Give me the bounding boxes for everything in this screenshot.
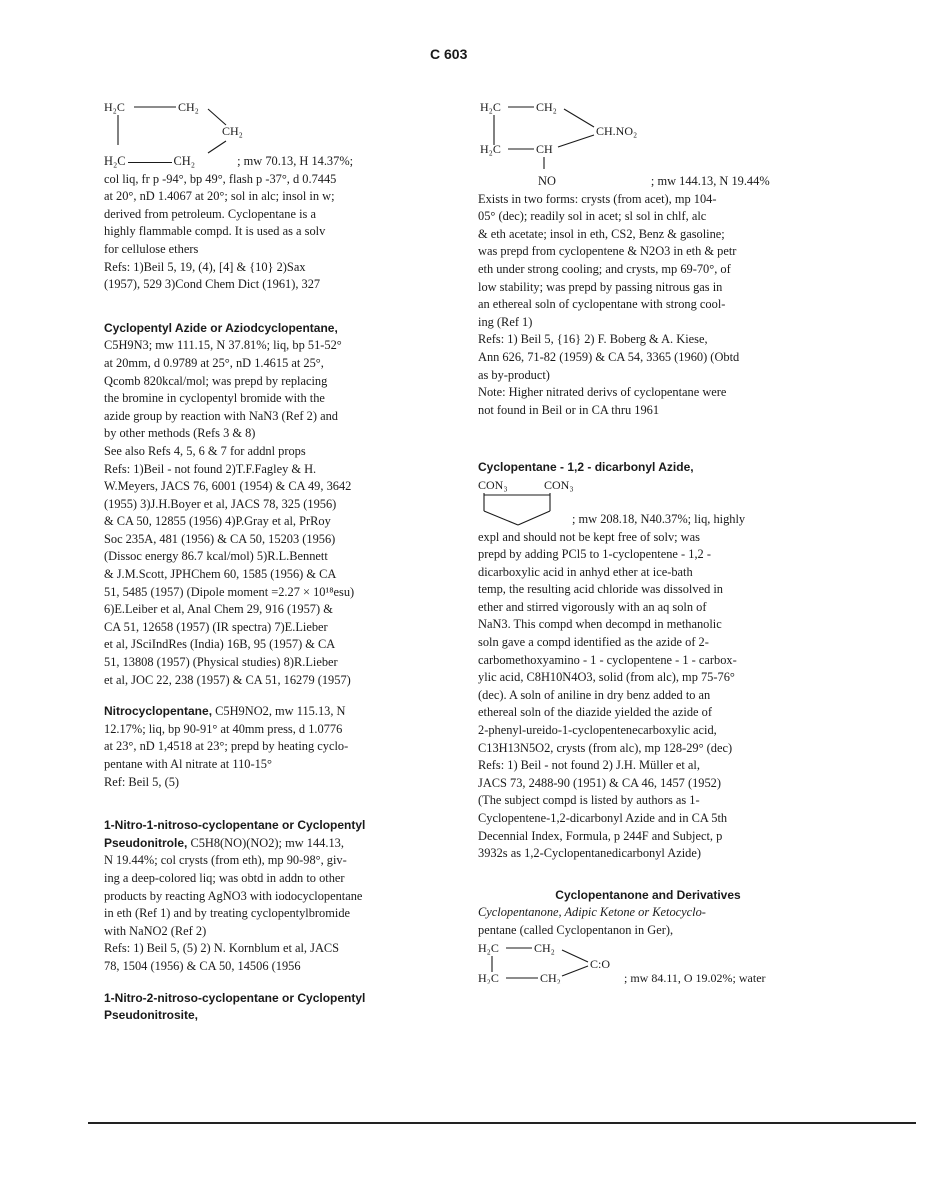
text-line: JACS 73, 2488-90 (1951) & CA 46, 1457 (1952) [478,775,721,790]
struct-atom: C:O [590,956,611,971]
text-line: temp, the resulting acid chloride was dissolved in [478,582,724,597]
struct-bottom-row [104,153,459,171]
text-line: Refs: 1) Beil 5, (5) 2) N. Kornblum et al, JACS [104,941,340,956]
entry-heading: Pseudonitrole, [104,835,188,850]
bond-line [558,135,594,147]
text-line: Cyclopentene-1,2-dicarbonyl Azide and in CA 5th [478,811,728,825]
text-line: (The subject compd is listed by authors as 1- [478,793,700,808]
text-line: at 20°, nD 1.4067 at 20°; sol in alc; insol in w; [104,189,335,204]
text-line: & CA 50, 12855 (1956) 4)P.Gray et al, PrRoy [104,514,331,529]
text-line: 78, 1504 (1956) & CA 50, 14506 (1956 [104,958,301,973]
section-heading: Cyclopentanone and Derivatives [555,887,741,902]
struct-atom: CH₂ [222,124,243,138]
text-line: et al, JOC 22, 238 (1957) & CA 51, 16279 (1957) [104,672,351,687]
text-line: low stability; was prepd by passing nitrous gas in [478,279,723,294]
text-line: (dec). A soln of aniline in dry benz added to an [478,687,711,702]
struct-atom: CH₂ [173,154,196,168]
text-line: ethereal soln of the diazide yielded the azide of [478,705,712,720]
text-line: Qcomb 820kcal/mol; was prepd by replacing [104,373,328,388]
text-line: 51, 5485 (1957) (Dipole moment =2.27 × 10¹⁸esu) [104,584,355,599]
struct-atom: CON₃ [544,477,574,492]
entry-heading: 1-Nitro-2-nitroso-cyclopentane or Cyclopentyl [104,990,366,1005]
struct-atom: CH [536,142,553,156]
bond-line [562,966,588,976]
text-line: 3932s as 1,2-Cyclopentanedicarbonyl Azide) [478,846,701,861]
text-line: the bromine in cyclopentyl bromide with the [104,391,325,406]
text-line: 12.17%; liq, bp 90-91° at 40mm press, d 1.0776 [104,721,343,736]
text-line: C5H8(NO)(NO2); mw 144.13, [190,835,344,850]
text-line: eth under strong cooling; and crysts, mp 69-70°, of [478,261,731,276]
struct-text-row [478,511,818,529]
struct-atom: H₂C [478,970,499,984]
text-line: C5H9NO2, mw 115.13, N [215,704,346,719]
text-line: in eth (Ref 1) and by treating cyclopentylbromide [104,906,351,921]
struct-atom: CH₂ [178,100,199,114]
text-line: ing a deep-colored liq; was obtd in addn to other [104,870,345,885]
text-line: et al, JSciIndRes (India) 16B, 95 (1957) & CA [104,637,336,652]
text-line: as by-product) [478,367,550,382]
text-line: highly flammable compd. It is used as a solv [104,224,326,239]
struct-atom: H₂C [478,940,499,955]
cyclopentanone-structure [478,940,818,984]
struct-atom: H₂C [480,142,501,156]
text-line: Refs: 1)Beil - not found 2)T.F.Fagley & H. [104,461,317,476]
text-line: (1955) 3)J.H.Boyer et al, JACS 78, 325 (1956) [104,496,337,511]
text-line: pentane (called Cyclopentanon in Ger), [478,922,674,937]
text-line: Exists in two forms: crysts (from acet), mp 104- [478,191,717,206]
struct-atom: H₂C [480,100,501,114]
text-line: at 20mm, d 0.9789 at 25°, nD 1.4615 at 25°, [104,355,324,370]
text-line: ether and stirred vigorously with an aq soln of [478,599,707,614]
text-line: carbomethoxyamino - 1 - cyclopentene - 1 - carbox- [478,652,737,667]
text-line: was prepd from cyclopentene & N2O3 in eth & petr [478,244,737,259]
entry-heading: 1-Nitro-1-nitroso-cyclopentane or Cyclopentyl [104,818,366,833]
text-line: at 23°, nD 1,4518 at 23°; prepd by heating cyclo- [104,739,349,754]
entry-heading: Cyclopentane - 1,2 - dicarbonyl Azide, [478,460,694,475]
struct-atom: H₂C [104,100,125,114]
text-line: (1957), 529 3)Cond Chem Dict (1961), 327 [104,277,321,292]
text-line: NaN3. This compd when decompd in methanolic [478,617,722,632]
text-line: Decennial Index, Formula, p 244F and Subject, p [478,828,723,843]
text-line: 2-phenyl-ureido-1-cyclopentenecarboxylic acid, [478,723,717,738]
struct-atom: CH₂ [536,100,557,114]
text-line: Refs: 1)Beil 5, 19, (4), [4] & {10} 2)Sax [104,259,306,274]
text-line: N 19.44%; col crysts (from eth), mp 90-98°, giv- [104,853,347,868]
bond-line [564,109,594,127]
text-line: Cyclopentanone, Adipic Ketone or Ketocyclo- [478,905,706,920]
footer-rule [88,1122,916,1124]
text-line: pentane with Al nitrate at 110-15° [104,757,272,771]
text-line: ; mw 84.11, O 19.02%; water [624,970,766,984]
text-line: derived from petroleum. Cyclopentane is a [104,206,316,221]
text-line: C5H9N3; mw 111.15, N 37.81%; liq, bp 51-52° [104,338,342,353]
text-line: ; mw 144.13, N 19.44% [650,174,770,188]
text-line: Refs: 1) Beil 5, {16} 2) F. Boberg & A. Kiese, [478,332,708,347]
text-line: dicarboxylic acid in anhyd ether at ice-bath [478,564,693,579]
text-line: Soc 235A, 481 (1956) & CA 50, 15203 (1956) [104,531,336,546]
text-line: ; mw 70.13, H 14.37%; [237,154,354,168]
entry-heading: Nitrocyclopentane, [104,704,213,719]
text-line: 51, 13808 (1957) (Physical studies) 8)R.Lieber [104,655,338,670]
bond-line [208,141,226,153]
text-line: ing (Ref 1) [478,314,533,329]
text-line: by other methods (Refs 3 & 8) [104,426,256,441]
text-line: not found in Beil or in CA thru 1961 [478,402,660,417]
bond-line [562,950,588,962]
text-line: soln gave a compd identified as the azide of 2- [478,635,709,650]
struct-atom: CH₂ [540,970,561,984]
text-line: C13H13N5O2, crysts (from alc), mp 128-29° (dec) [478,740,733,755]
text-line: ; mw 208.18, N40.37%; liq, highly [572,511,746,526]
text-line: W.Meyers, JACS 76, 6001 (1954) & CA 49, 3642 [104,479,352,494]
text-line: CA 51, 12658 (1957) (IR spectra) 7)E.Lieber [104,619,328,634]
text-line: expl and should not be kept free of solv; was [478,529,700,544]
struct-atom: NO [538,174,556,188]
text-line: Ref: Beil 5, (5) [104,774,180,789]
text-line: products by reacting AgNO3 with iodocyclopentane [104,888,363,903]
page-number: C 603 [430,46,468,62]
text-line: Ann 626, 71-82 (1959) & CA 54, 3365 (1960) (Obtd [478,349,740,364]
text-line: & eth acetate; insol in eth, CS2, Benz & gasoline; [478,226,725,241]
struct-atom: H₂C [104,154,126,168]
bond-line [128,162,172,163]
text-line: col liq, fr p -94°, bp 49°, flash p -37°, d 0.7445 [104,171,337,186]
text-line: Refs: 1) Beil - not found 2) J.H. Müller et al, [478,758,700,773]
nitrosite-structure [478,93,778,185]
text-line: 6)E.Leiber et al, Anal Chem 29, 916 (1957) & [104,602,333,617]
left-column [104,93,459,1025]
struct-atom: CON₃ [478,477,508,492]
text-line: (Dissoc energy 86.7 kcal/mol) 5)R.L.Bennett [104,549,328,564]
text-line: Note: Higher nitrated derivs of cyclopentane were [478,385,727,400]
text-line: for cellulose ethers [104,241,199,256]
text-line: 05° (dec); readily sol in acet; sl sol in chlf, alc [478,209,707,224]
entry-heading: Cyclopentyl Azide or Aziodcyclopentane, [104,320,338,335]
entry-heading: Pseudonitrosite, [104,1008,199,1023]
text-line: ylic acid, C8H10N4O3, solid (from alc), mp 75-76° [478,670,735,685]
text-line: prepd by adding PCl5 to 1-cyclopentene - 1,2 - [478,547,711,562]
text-line: See also Refs 4, 5, 6 & 7 for addnl props [104,443,306,458]
entry-first-line [104,703,459,721]
text-line: with NaNO2 (Ref 2) [104,923,207,938]
text-line: & J.M.Scott, JPHChem 60, 1585 (1956) & CA [104,567,337,582]
text-line: azide group by reaction with NaN3 (Ref 2) and [104,408,338,423]
bond-line [208,109,226,125]
text-line: an ethereal soln of cyclopentane with strong cool- [478,297,726,312]
right-column [478,93,818,984]
struct-atom: CH₂ [534,940,555,955]
entry-first-line [104,835,459,853]
struct-bottom-row [478,173,818,191]
struct-atom: CH.NO₂ [596,124,638,138]
